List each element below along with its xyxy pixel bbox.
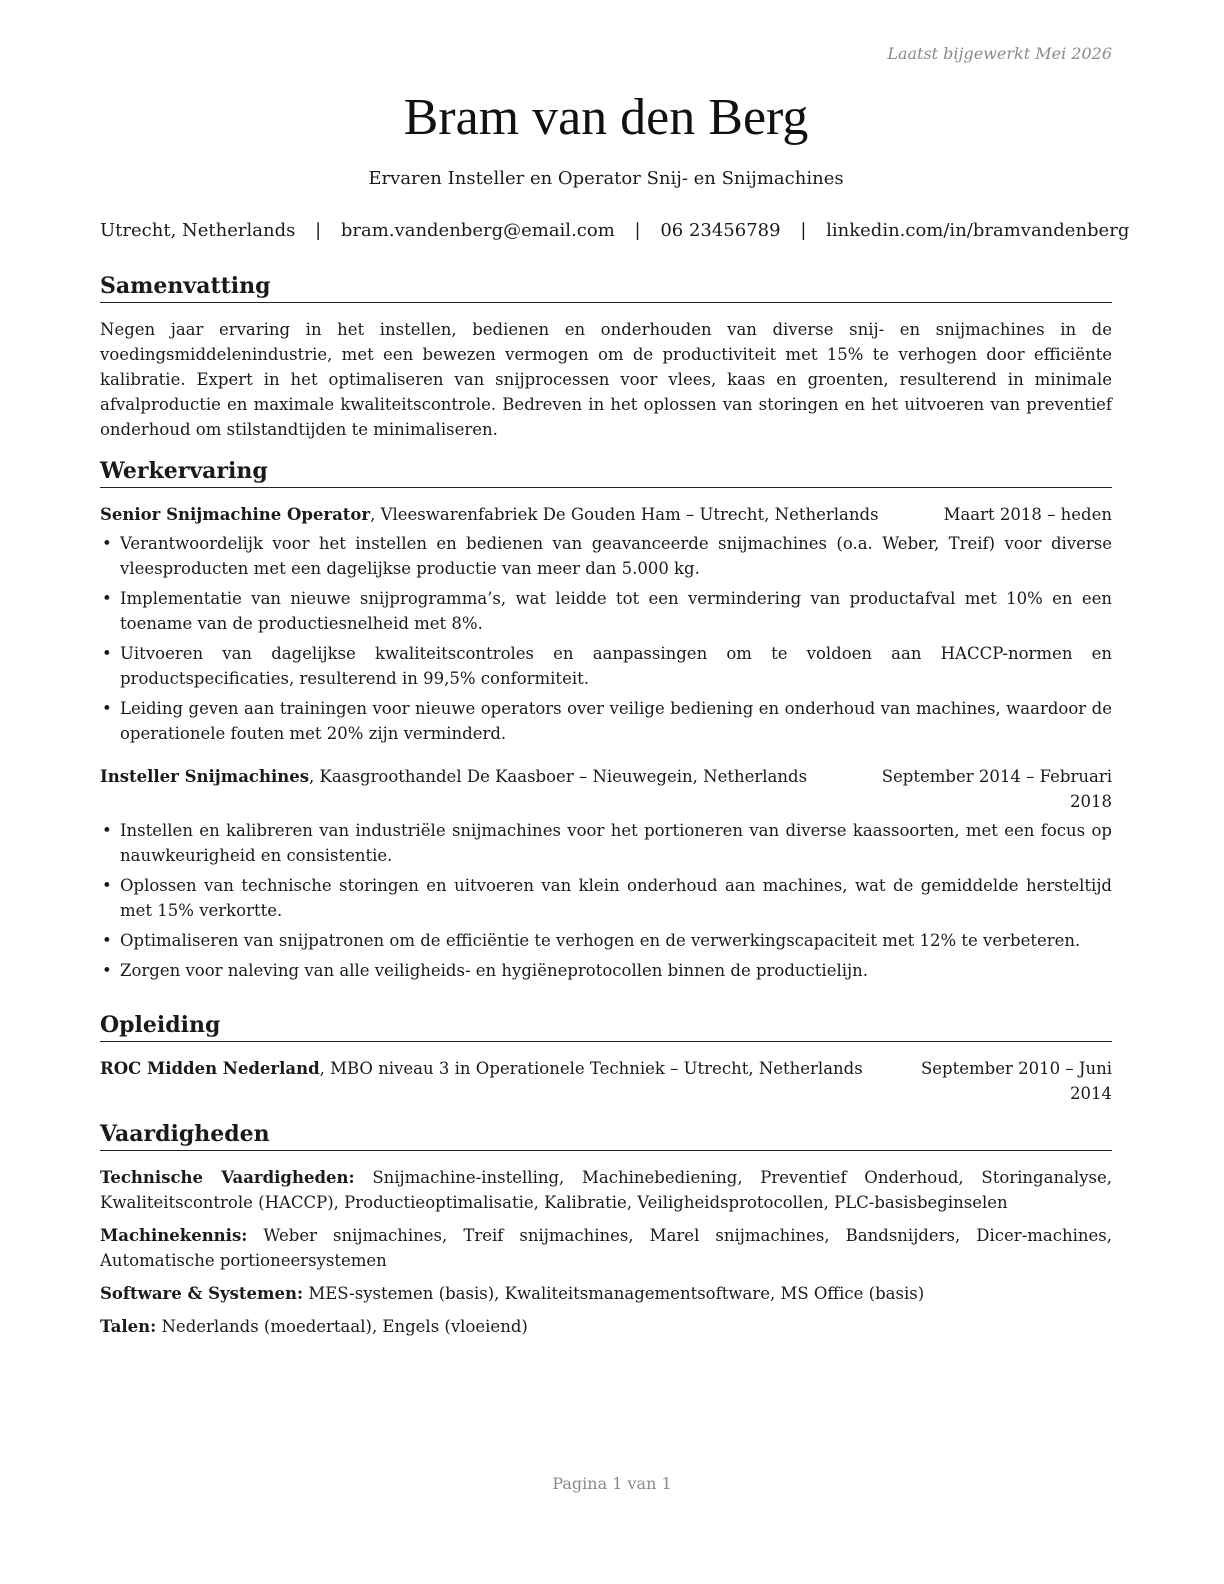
job-company: , Vleeswarenfabriek De Gouden Ham – Utrecht, Netherlands <box>370 505 879 524</box>
contact-phone: 06 23456789 <box>660 220 781 241</box>
contact-separator: | <box>634 220 641 241</box>
education-entry <box>100 1056 1112 1106</box>
section-title-skills: Vaardigheden <box>100 1120 1112 1151</box>
contact-separator: | <box>800 220 807 241</box>
education-section <box>100 1011 1112 1106</box>
section-title-education: Opleiding <box>100 1011 1112 1042</box>
contact-line <box>100 220 1130 241</box>
skills-section <box>100 1120 1112 1347</box>
skill-label: Machinekennis: <box>100 1226 248 1245</box>
skill-row <box>100 1223 1112 1273</box>
skill-row <box>100 1314 1112 1339</box>
job-title-line <box>100 764 872 789</box>
experience-section <box>100 457 1112 988</box>
contact-linkedin[interactable]: linkedin.com/in/bramvandenberg <box>826 220 1130 241</box>
skill-label: Software & Systemen: <box>100 1284 304 1303</box>
list-item: • Optimaliseren van snijpatronen om de efficiëntie te verhogen en de verwerkingscapaciteit met 12% te verbeteren. <box>100 928 1112 953</box>
job-entry <box>100 764 1112 983</box>
skill-row <box>100 1165 1112 1215</box>
section-title-experience: Werkervaring <box>100 457 1112 488</box>
skills-list <box>100 1165 1112 1339</box>
last-updated: Laatst bijgewerkt Mei 2026 <box>887 44 1112 63</box>
skill-row <box>100 1281 1112 1306</box>
list-item: • Instellen en kalibreren van industriële snijmachines voor het portioneren van diverse kaassoorten, met een focus op nauwkeurigheid en consistentie. <box>100 818 1112 868</box>
job-bullets <box>100 818 1112 983</box>
list-item: • Uitvoeren van dagelijkse kwaliteitscontroles en aanpassingen om te voldoen aan HACCP-normen en productspecificaties, resulterend in 99,5% conformiteit. <box>100 641 1112 691</box>
skill-text: MES-systemen (basis), Kwaliteitsmanagementsoftware, MS Office (basis) <box>303 1284 925 1303</box>
section-title-summary: Samenvatting <box>100 272 1112 303</box>
job-role: Senior Snijmachine Operator <box>100 505 371 524</box>
candidate-subtitle: Ervaren Insteller en Operator Snij- en Snijmachines <box>368 168 844 189</box>
skill-text: Snijmachine-instelling, Machinebediening, Preventief Onderhoud, Storinganalyse, Kwaliteitscontrole (HACCP), Productieoptimalisatie, Kalibratie, Veiligheidsprotocollen, PLC-basisbeginselen <box>100 1168 1112 1212</box>
job-header <box>100 502 1112 527</box>
job-entry <box>100 502 1112 746</box>
list-item: • Zorgen voor naleving van alle veiligheids- en hygiëneprotocollen binnen de productielijn. <box>100 958 1112 983</box>
list-item: • Verantwoordelijk voor het instellen en bedienen van geavanceerde snijmachines (o.a. Weber, Treif) voor diverse vleesproducten met een dagelijkse productie van meer dan 5.000 kg. <box>100 531 1112 581</box>
education-school: ROC Midden Nederland <box>100 1059 320 1078</box>
education-dates: September 2010 – Juni 2014 <box>920 1059 1112 1103</box>
job-title-line <box>100 502 944 527</box>
job-bullets <box>100 531 1112 746</box>
skill-label: Technische Vaardigheden: <box>100 1168 355 1187</box>
list-item: • Implementatie van nieuwe snijprogramma’s, wat leidde tot een vermindering van productafval met 10% en een toename van de productiesnelheid met 8%. <box>100 586 1112 636</box>
job-role: Insteller Snijmachines <box>100 767 309 786</box>
contact-location: Utrecht, Netherlands <box>100 220 296 241</box>
summary-section <box>100 272 1112 442</box>
page-number: Pagina 1 van 1 <box>552 1474 672 1493</box>
job-company: , Kaasgroothandel De Kaasboer – Nieuwegein, Netherlands <box>309 767 808 786</box>
skill-text: Nederlands (moedertaal), Engels (vloeiend) <box>156 1317 528 1336</box>
contact-email[interactable]: bram.vandenberg@email.com <box>340 220 615 241</box>
skill-label: Talen: <box>100 1317 157 1336</box>
list-item: • Oplossen van technische storingen en uitvoeren van klein onderhoud aan machines, wat de gemiddelde hersteltijd met 15% verkortte. <box>100 873 1112 923</box>
candidate-name: Bram van den Berg <box>403 89 809 146</box>
skill-text: Weber snijmachines, Treif snijmachines, Marel snijmachines, Bandsnijders, Dicer-machines, Automatische portioneersystemen <box>100 1226 1112 1270</box>
job-dates: September 2014 – Februari 2018 <box>881 767 1112 811</box>
education-detail: , MBO niveau 3 in Operationele Techniek – Utrecht, Netherlands <box>319 1059 863 1078</box>
job-header <box>100 764 1112 814</box>
list-item: • Leiding geven aan trainingen voor nieuwe operators over veilige bediening en onderhoud van machines, waardoor de operationele fouten met 20% zijn verminderd. <box>100 696 1112 746</box>
contact-separator: | <box>315 220 322 241</box>
job-dates: Maart 2018 – heden <box>943 505 1112 524</box>
education-line <box>100 1056 877 1081</box>
summary-text: Negen jaar ervaring in het instellen, bedienen en onderhouden van diverse snij- en snijmachines in de voedingsmiddelenindustrie, met een bewezen vermogen om de productiviteit met 15% te verhogen door efficiënte kalibratie. Expert in het optimaliseren van snijprocessen voor vlees, kaas en groenten, resulterend in minimale afvalproductie en maximale kwaliteitscontrole. Bedreven in het oplossen van storingen en het uitvoeren van preventief onderhoud om stilstandtijden te minimaliseren. <box>100 320 1112 439</box>
